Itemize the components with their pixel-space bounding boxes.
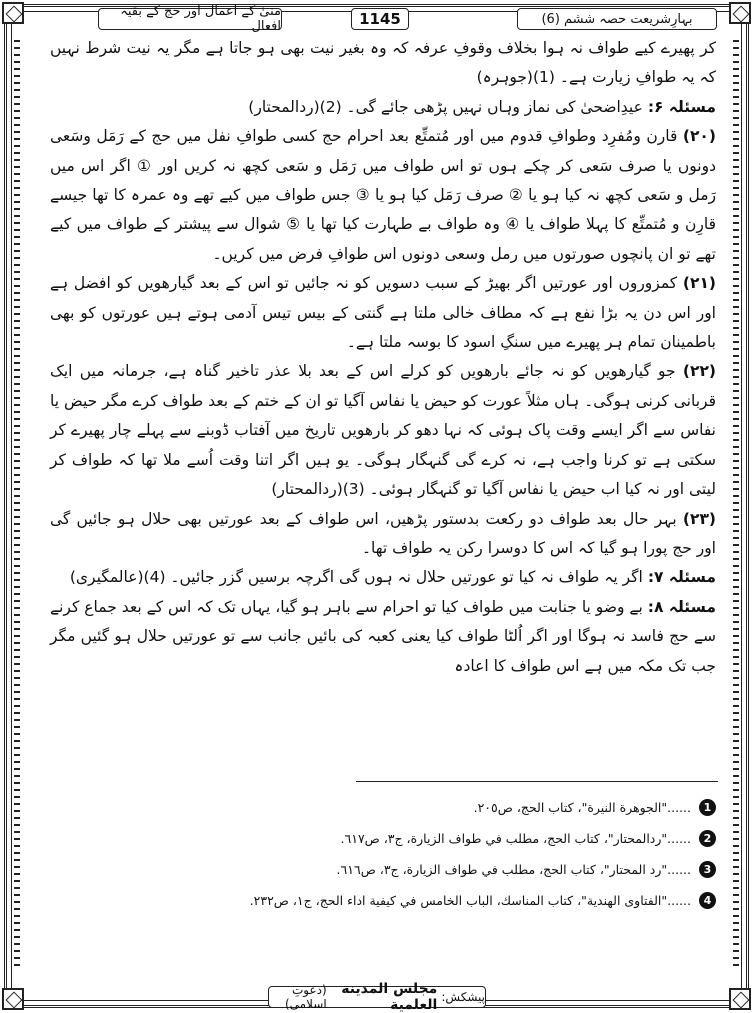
paragraph-text: جو گیارھویں کو نہ جائے بارھویں کو کرلے اس کے بعد بلا عذر تاخیر گناہ ہے، جرمانہ میں ایک قربانی کرنی ہوگی۔ ہاں مثلاً عورت کو حیض یا نفاس آگیا تو ان کے ختم کے بعد طواف کرے مگر حیض یا نفاس سے اگر ایسے وقت پاک ہوئی کہ نہا دھو کر بارھویں تاریخ میں آفتاب ڈوبنے سے پہلے چار پھیرے کر سکتی ہے تو کرنا واجب ہے، نہ کرے گی گنہگار ہوگی۔ یو ہیں اگر اتنا وقت اُسے ملا تھا کہ طواف کر لیتی اور نہ کیا اب حیض یا نفاس آگیا تو گنہگار ہوئی۔ (3)(ردالمحتار) bbox=[50, 362, 716, 499]
page-footer bbox=[268, 981, 486, 1013]
footnote-text: ......"الفتاوى الهندية"، كتاب المناسك، الباب الخامس في كيفية اداء الحج، ج١، ص٢٣٢. bbox=[249, 892, 691, 908]
paragraph: کر پھیرے کیے طواف نہ ہوا بخلاف وقوفِ عرفہ کہ وہ بغیر نیت بھی ہو جاتا ہے مگر یہ نیت شرط نہیں کہ یہ طوافِ زیارت ہے۔ (1)(جوہرہ) bbox=[50, 39, 716, 87]
corner-ornament-icon bbox=[2, 988, 24, 1010]
corner-ornament-icon bbox=[2, 2, 24, 24]
masala-label: مسئلہ ۸: bbox=[647, 597, 716, 616]
paragraph-number: (۲۳) bbox=[682, 509, 716, 528]
paragraph-number: (۲۲) bbox=[682, 362, 716, 381]
footnote bbox=[36, 798, 716, 816]
publisher-org: (دعوتِ اسلامی) bbox=[285, 983, 327, 1011]
masala-text: اگر یہ طواف نہ کیا تو عورتیں حلال نہ ہوں گی اگرچہ برسیں گزر جائیں۔ (4)(عالمگیری) bbox=[69, 568, 643, 587]
main-text bbox=[50, 34, 716, 681]
masala-6 bbox=[50, 93, 716, 122]
footnote bbox=[36, 860, 716, 878]
border-ornament bbox=[733, 40, 739, 970]
masala-8 bbox=[50, 593, 716, 681]
page-header bbox=[36, 4, 717, 34]
footnote-number: 2 bbox=[699, 830, 716, 847]
paragraph-22 bbox=[50, 357, 716, 504]
paragraph-text: کمزوروں اور عورتیں اگر بھیڑ کے سبب دسویں کو نہ جائیں تو اس کے بعد گیارھویں کو افضل ہے اور اس دن یہ بڑا نفع ہے کہ مطاف خالی ملتا ہے گنتی کے بیس تیس آدمی ہوتے ہیں عورتوں کو بھی باطمینان تمام ہر پھیرے میں سنگِ اسود کا بوسہ ملتا ہے۔ bbox=[50, 274, 716, 352]
footnote-text: ......"الجوهرة النيرة"، كتاب الحج، ص٢٠٥. bbox=[473, 799, 691, 815]
masala-label: مسئلہ ۶: bbox=[647, 97, 716, 116]
footnote-divider bbox=[356, 781, 718, 782]
footer-prefix: پیشکش: bbox=[441, 990, 485, 1004]
footnote-number: 4 bbox=[699, 892, 716, 909]
footnote-number: 3 bbox=[699, 861, 716, 878]
masala-7 bbox=[50, 563, 716, 592]
masala-label: مسئلہ ۷: bbox=[647, 568, 716, 587]
paragraph-23 bbox=[50, 505, 716, 564]
footnote-text: ......"رد المحتار"، كتاب الحج، مطلب في طواف الزيارة، ج٣، ص٦١٦. bbox=[336, 861, 691, 877]
publisher-name: مجلس المدينة العلمية bbox=[341, 981, 438, 1013]
paragraph-number: (۲۱) bbox=[682, 274, 716, 293]
page-number: 1145 bbox=[351, 8, 409, 30]
paragraph-21 bbox=[50, 269, 716, 357]
paragraph-text: بہر حال بعد طواف دو رکعت بدستور پڑھیں، اس طواف کے بعد عورتیں بھی حلال ہو جائیں گی اور حج پورا ہو گیا کہ اس کا دوسرا رکن یہ طواف تھا۔ bbox=[50, 509, 716, 557]
footnote-text: ......"ردالمحتار"، كتاب الحج، مطلب في طواف الزيارة، ج٣، ص٦١٧. bbox=[340, 830, 691, 846]
border-ornament bbox=[14, 40, 20, 970]
masala-text: عیدِاضحیٰ کی نماز وہاں نہیں پڑھی جائے گی۔ (2)(ردالمحتار) bbox=[248, 97, 643, 116]
masala-text: بے وضو یا جنابت میں طواف کیا تو احرام سے باہر ہو گیا، یہاں تک کہ اس کے بعد جماع کرنے سے حج فاسد نہ ہوگا اور اگر اُلٹا طواف کیا یعنی کعبہ کی بائیں جانب سے تو عورتیں حلال ہو گئیں مگر جب تک مکہ میں ہے اس طواف کا اعادہ bbox=[50, 597, 716, 675]
footnotes bbox=[36, 798, 716, 922]
paragraph-number: (۲۰) bbox=[682, 127, 716, 146]
footnote-number: 1 bbox=[699, 799, 716, 816]
paragraph-text: قارن ومُفرِد وطوافِ قدوم میں اور مُتمتِّع بعد احرام حج کسی طوافِ نفل میں حج کے رَمَل وسَعی دونوں یا صرف سَعی کر چکے ہوں تو اس طواف میں رَمَل و سَعی کچھ نہ کریں اور ① اگر اس میں رَمل و سَعی کچھ نہ کیا ہو یا ② صرف رَمَل کیا ہو یا ③ جس طواف میں کیے تھے وہ عمرہ کا تھا جیسے قارِن و مُتمتِّع کا پہلا طواف یا ④ وہ طواف بے طہارت کیا تھا یا ⑤ شوال سے پیشتر کے طواف میں کیے تھے تو ان پانچوں صورتوں میں رمل وسعی دونوں اس طوافِ فرض میں کریں۔ bbox=[50, 127, 716, 263]
paragraph-20 bbox=[50, 122, 716, 269]
chapter-title: منیٰ کے اعمال اور حج کے بقیہ افعال bbox=[98, 8, 282, 30]
corner-ornament-icon bbox=[729, 988, 751, 1010]
corner-ornament-icon bbox=[729, 2, 751, 24]
footnote bbox=[36, 891, 716, 909]
footnote bbox=[36, 829, 716, 847]
book-title: بہارِشریعت حصہ ششم (6) bbox=[517, 8, 717, 30]
